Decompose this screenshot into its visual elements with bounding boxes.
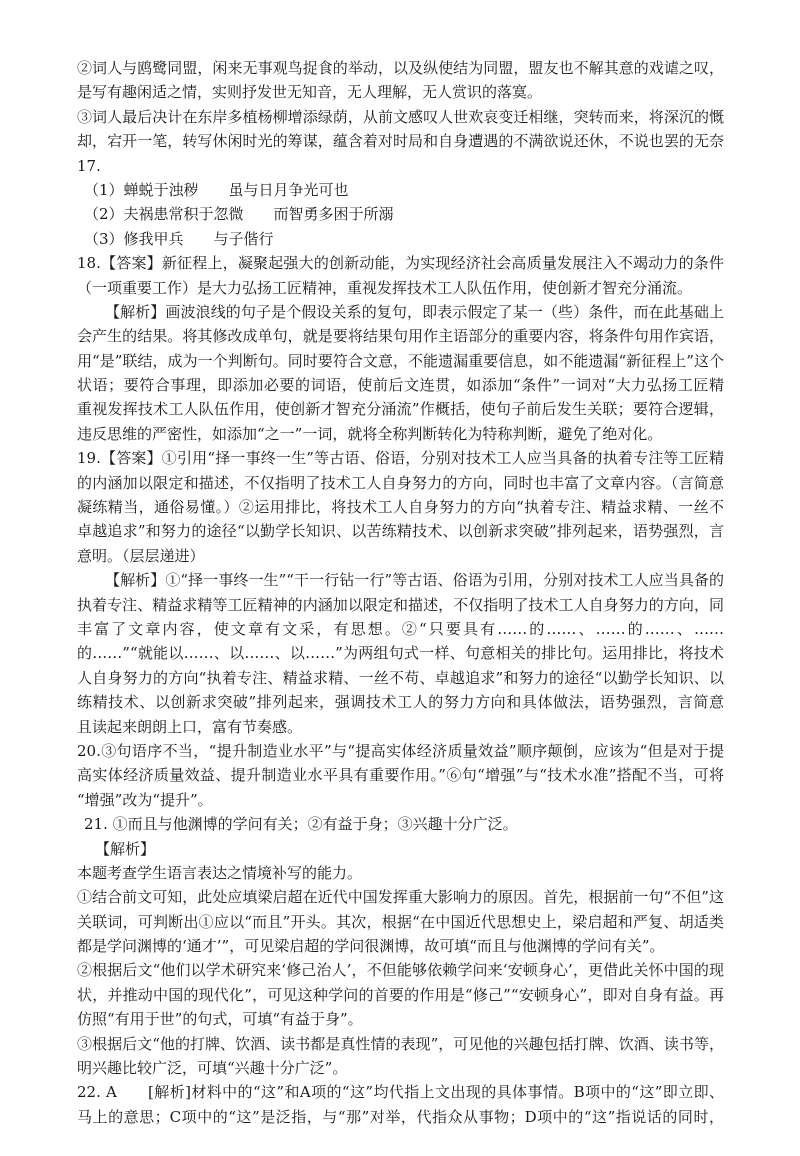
- text-line: ①结合前文可知，此处应填梁启超在近代中国发挥重大影响力的原因。首先，根据前一句“不但”这: [77, 888, 724, 907]
- text-line: 人自身努力的方向“执着专注、精益求精、一丝不苟、卓越追求”和努力的途径“以勤学长知识、以: [77, 668, 724, 687]
- text-line: 意明。（层层递进）: [77, 546, 205, 565]
- text-line: 却，宕开一笔，转写休闲时光的筹谋，蕴含着对时局和自身遭遇的不满欲说还休，不说也罢的无奈: [77, 132, 724, 151]
- answer-item: （1）蝉蜕于浊秽 虽与日月争光可也: [84, 180, 349, 199]
- text-line: 本题考查学生语言表达之情境补写的能力。: [77, 863, 363, 882]
- answer-item: （2）夫祸患常积于忽微 而智勇多困于所溺: [84, 205, 394, 224]
- text-line: 用“是”联结，成为一个判断句。同时要符合文意，不能遗漏重要信息，如不能遗漏“新征程上”这个: [77, 351, 724, 370]
- text-line: 状，并推动中国的现代化”，可见这种学问的首要的作用是“修己”“安顿身心”，即对自身有益。再: [77, 985, 724, 1004]
- text-line: （一项重要工作）是大力弘扬工匠精神，重视发挥技术工人队伍作用，使创新才智充分涌流。: [77, 278, 693, 297]
- text-line: 练精技术、以创新求突破”排列起来，强调技术工人的努力方向和具体做法，语势强烈，言简意: [77, 693, 724, 712]
- text-line: 20.③句语序不当，“提升制造业水平”与“提高实体经济质量效益”顺序颠倒，应该为“但是对于提: [77, 741, 724, 760]
- text-line: 关联词，可判断出①应以“而且”开头。其次，根据“在中国近代思想史上，梁启超和严复、胡适类: [77, 912, 724, 931]
- text-line: 丰富了文章内容，使文章有文采，有思想。②“只要具有……的……、……的……、……: [77, 619, 724, 638]
- text-line: ③根据后文“他的打牌、饮酒、读书都是真性情的表现”，可见他的兴趣包括打牌、饮酒、读书等，: [77, 1034, 724, 1053]
- text-line: 【解析】画波浪线的句子是个假设关系的复句，即表示假定了某一（些）条件，而在此基础上: [105, 302, 724, 321]
- text-line: 会产生的结果。将其修改成单句，就是要将结果句用作主语部分的重要内容，将条件句用作宾语，: [77, 327, 724, 346]
- text-line: 马上的意思；C项中的“这”是泛指，与“那”对举，代指众从事物；D项中的“这”指说话的同时，: [77, 1107, 724, 1126]
- text-line: 卓越追求”和努力的途径“以勤学长知识、以苦练精技术、以创新求突破”排列起来，语势强烈，言: [77, 522, 724, 541]
- answer-item: （3）修我甲兵 与子偕行: [84, 229, 274, 248]
- document-page: [77, 56, 724, 1129]
- text-line: 【解析】①“择一事终一生”“干一行钻一行”等古语、俗语为引用，分别对技术工人应当具备的: [105, 571, 724, 590]
- text-line: 违反思维的严密性，如添加“之一”一词，就将全称判断转化为特称判断，避免了绝对化。: [77, 424, 663, 443]
- text-line: 19.【答案】①引用“择一事终一生”等古语、俗语，分别对技术工人应当具备的执着专注等工匠精: [77, 449, 724, 468]
- text-line: 执着专注、精益求精等工匠精神的内涵加以限定和描述，不仅指明了技术工人自身努力的方向，同: [77, 595, 724, 614]
- text-line: 18.【答案】新征程上，凝聚起强大的创新动能，为实现经济社会高质量发展注入不竭动力的条件: [77, 254, 724, 273]
- text-line: 的内涵加以限定和描述，不仅指明了技术工人自身努力的方向，同时也丰富了文章内容。（言简意: [77, 473, 724, 492]
- text-line: 仿照“有用于世”的句式，可填“有益于身”。: [77, 1010, 363, 1029]
- text-line: 21. ①而且与他渊博的学问有关；②有益于身；③兴趣十分广泛。: [84, 815, 518, 834]
- text-line: 明兴趣比较广泛，可填“兴趣十分广泛”。: [77, 1059, 348, 1078]
- text-line: 是写有趣闲适之情，实则抒发世无知音，无人理解，无人赏识的落寞。: [77, 83, 543, 102]
- text-line: ③词人最后决计在东岸多植杨柳增添绿荫，从前文感叹人世欢哀变迁相继，突转而来，将深沉的慨: [77, 107, 724, 126]
- text-line: 高实体经济质量效益、提升制造业水平具有重要作用。”⑥句“增强”与“技术水准”搭配不当，可将: [77, 766, 724, 785]
- text-line: 且读起来朗朗上口，富有节奏感。: [77, 717, 303, 736]
- text-line: 凝练精当，通俗易懂。）②运用排比，将技术工人自身努力的方向“执着专注、精益求精、一丝不: [77, 498, 724, 517]
- text-line: 重视发挥技术工人队伍作用，使创新才智充分涌流”作概括，使句子前后发生关联；要符合逻辑，: [77, 400, 724, 419]
- text-line: ②词人与鸥鹭同盟，闲来无事观鸟捉食的举动，以及纵使结为同盟，盟友也不解其意的戏谑之叹，: [77, 59, 724, 77]
- question-number: 17.: [77, 156, 101, 175]
- text-line: ②根据后文“他们以学术研究来‘修己治人’，不但能够依赖学问来‘安顿身心’，更借此关怀中国的现: [77, 961, 724, 980]
- analysis-heading: 【解析】: [95, 839, 156, 858]
- text-line: 的……”“就能以……、以……、以……”为两组句式一样、句意相关的排比句。运用排比，将技术: [77, 644, 724, 663]
- text-line: “增强”改为“提升”。: [77, 790, 213, 809]
- text-line: 状语；要符合事理，即添加必要的词语，使前后文连贯，如添加“条件”一词对“大力弘扬工匠精: [77, 376, 724, 395]
- text-line: 22. A [解析]材料中的“这”和A项的“这”均代指上文出现的具体事情。B项中的“这”即立即、: [77, 1083, 724, 1102]
- text-line: 都是学问渊博的‘通才’”，可见梁启超的学问很渊博，故可填“而且与他渊博的学问有关”。: [77, 937, 665, 956]
